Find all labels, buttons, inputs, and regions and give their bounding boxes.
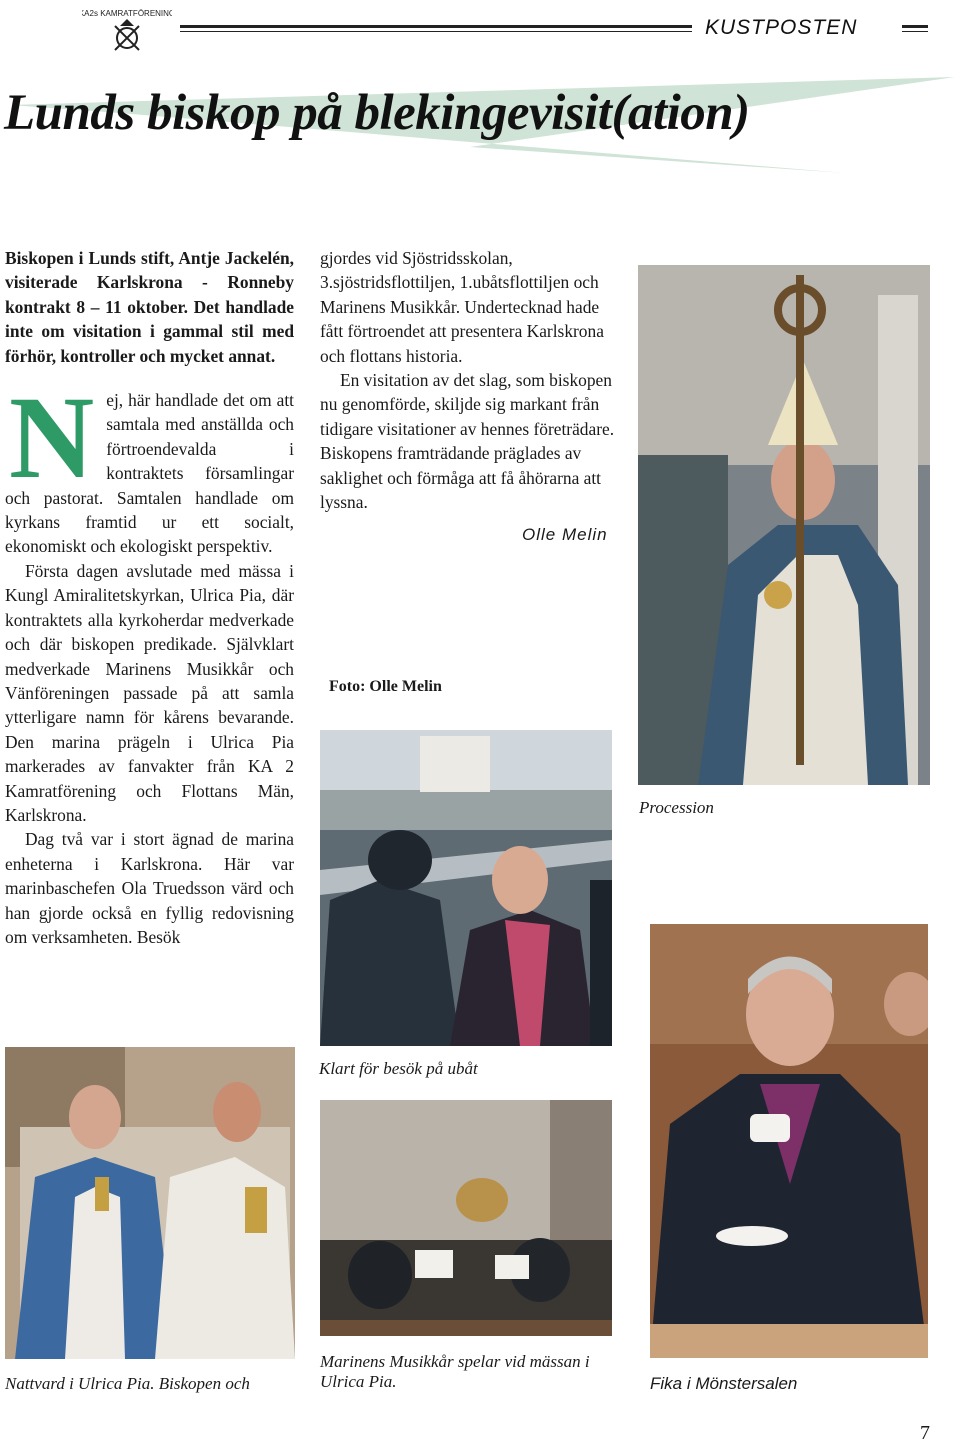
caption-band: Marinens Musikkår spelar vid mässan i Ulrica Pia. bbox=[320, 1352, 590, 1391]
header-rule-left-thin bbox=[180, 31, 692, 32]
band-photo bbox=[320, 1100, 612, 1336]
byline: Olle Melin bbox=[522, 525, 608, 544]
article-paragraph-3: Dag två var i stort ägnad de marina enheterna i Karlskrona. Här var marinbaschefen Ola Truedsson värd och han gjorde också en fyllig redovisning om verksamheten. Besök bbox=[5, 829, 294, 947]
fika-photo bbox=[650, 924, 928, 1358]
article-column-2 bbox=[320, 246, 616, 514]
article-paragraph-4: gjordes vid Sjöstridsskolan, 3.sjöstridsflottiljen, 1.ubåtsflottiljen och Marinens Musikkår. Undertecknad hade fått förtroendet att presentera Karlskrona och flottans historia. bbox=[320, 248, 604, 366]
caption-communion: Nattvard i Ulrica Pia. Biskopen och bbox=[5, 1374, 250, 1393]
headline: Lunds biskop på blekingevisit(ation) bbox=[4, 85, 750, 141]
procession-photo bbox=[638, 265, 930, 785]
article-paragraph-5: En visitation av det slag, som biskopen nu genomförde, skiljde sig markant från tidigare visitationer av hennes företrädare. Biskopens framträdande präglades av saklighet och förmåga att få åhörarna att lyssna. bbox=[320, 370, 615, 513]
caption-fika: Fika i Mönstersalen bbox=[650, 1374, 798, 1393]
submarine-photo bbox=[320, 730, 612, 1046]
header-rule-left bbox=[180, 25, 692, 28]
logo-text: KA2s KAMRATFÖRENING bbox=[82, 9, 172, 18]
article-lede: Biskopen i Lunds stift, Antje Jackelén, visiterade Karlskrona - Ronneby kontrakt 8 – 11 oktober. Det handlade inte om visitation i gammal stil med förhör, kontroller och mycket annat. bbox=[5, 248, 294, 366]
association-logo bbox=[82, 2, 172, 62]
caption-procession: Procession bbox=[639, 798, 714, 817]
article-column-1 bbox=[5, 246, 294, 949]
article-paragraph-2: Första dagen avslutade med mässa i Kungl Amiralitetskyrkan, Ulrica Pia, där kontraktets alla kyrkoherdar medverkade och där biskopen predikade. Självklart medverkade Marinens Musikkår och Vänföreningen passade på att samla ytterligare namn för kårens bevarande. Den marina prägeln i Ulrica Pia markerades av fanvakter från KA 2 Kamratförening och Flottans Män, Karlskrona. bbox=[5, 560, 294, 825]
page-number: 7 bbox=[920, 1422, 930, 1444]
header-rule-right bbox=[902, 25, 928, 28]
article-paragraph-1-text: ej, här handlade det om att samtala med anställda och förtroendevalda i kontraktets församlingar och pastorat. Samtalen handlade om kyrkans framtid ur ett socialt, ekonomiskt och ekologiskt perspektiv. bbox=[5, 390, 294, 557]
publication-title: KUSTPOSTEN bbox=[705, 16, 858, 39]
article-paragraph-1 bbox=[5, 372, 294, 559]
communion-photo bbox=[5, 1047, 295, 1359]
header-rule-right-thin bbox=[902, 31, 928, 32]
caption-submarine: Klart för besök på ubåt bbox=[319, 1059, 478, 1078]
photo-credit: Foto: Olle Melin bbox=[329, 678, 442, 695]
drop-cap: N bbox=[9, 372, 95, 504]
